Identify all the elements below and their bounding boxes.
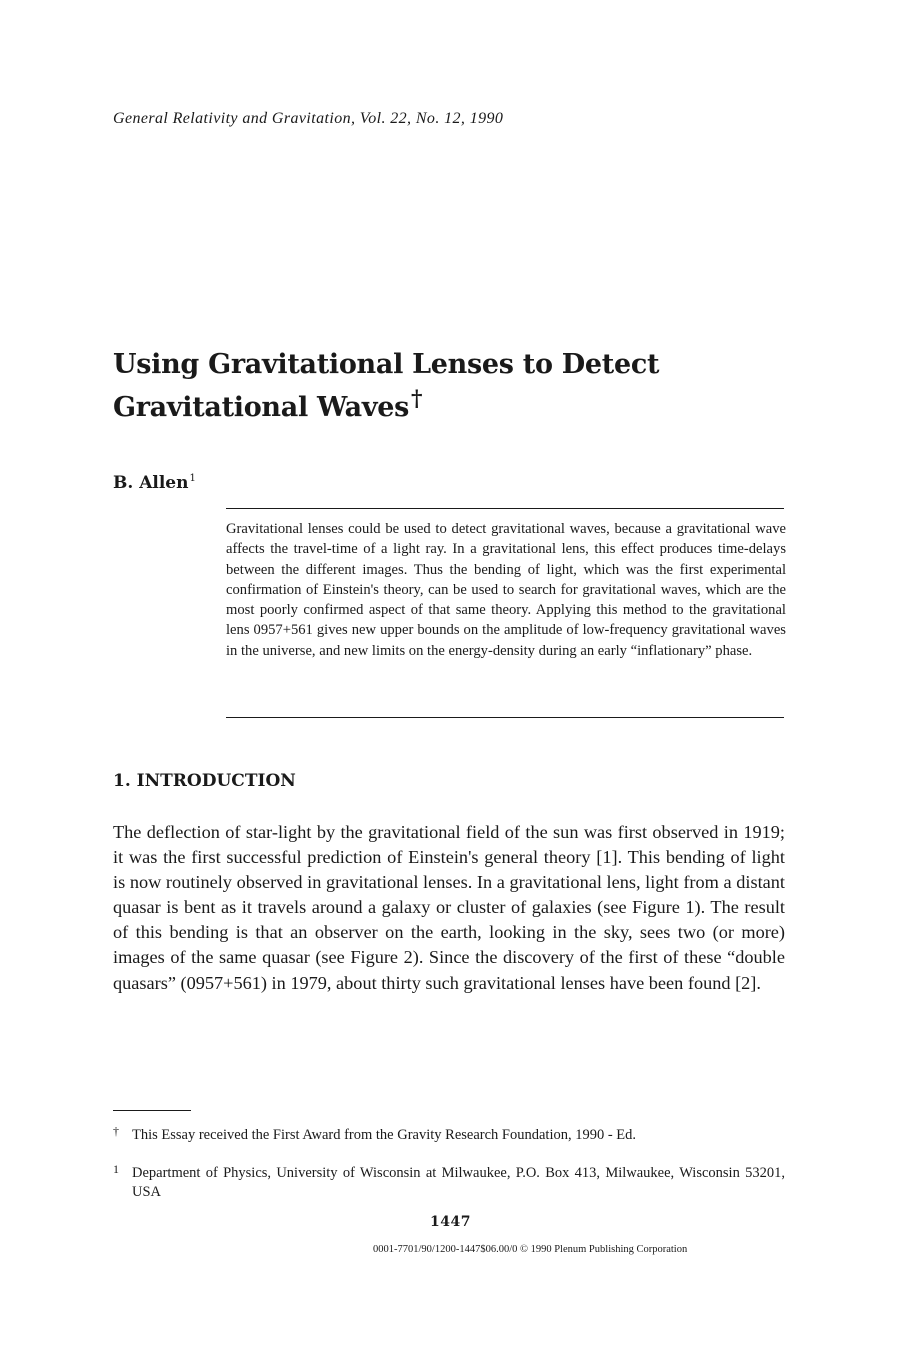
footnote-mark: †	[113, 1124, 119, 1138]
footnote-text: Department of Physics, University of Wisconsin at Milwaukee, P.O. Box 413, Milwaukee, Wisconsin 53201, USA	[132, 1165, 785, 1200]
author-affiliation-mark: 1	[189, 473, 196, 484]
section-heading: 1. INTRODUCTION	[113, 771, 296, 791]
article-title	[113, 347, 803, 425]
abstract-bottom-rule	[226, 717, 784, 718]
copyright-line: 0001-7701/90/1200-1447$06.00/0 © 1990 Plenum Publishing Corporation	[373, 1244, 688, 1255]
footnote-rule	[113, 1110, 191, 1111]
page-number: 1447	[430, 1214, 471, 1230]
author-line	[113, 473, 196, 493]
footnote-award	[113, 1126, 785, 1145]
title-footnote-mark: †	[411, 386, 423, 412]
introduction-paragraph: The deflection of star-light by the gravitational field of the sun was first observed in 1919; it was the first successful prediction of Einstein's general theory [1]. This bending of light is now routinely observed in gravitational lenses. In a gravitational lens, light from a distant quasar is bent as it travels around a galaxy or cluster of galaxies (see Figure 1). The result of this bending is that an observer on the earth, looking in the sky, sees two (or more) images of the same quasar (see Figure 2). Since the discovery of the first of these “double quasars” (0957+561) in 1979, about thirty such gravitational lenses have been found [2].	[113, 822, 785, 993]
abstract-top-rule	[226, 508, 784, 509]
footnote-text: This Essay received the First Award from the Gravity Research Foundation, 1990 - Ed.	[132, 1127, 637, 1143]
journal-citation: General Relativity and Gravitation, Vol. 22, No. 12, 1990	[113, 110, 504, 127]
article-title-text: Using Gravitational Lenses to Detect Gravitational Waves	[113, 349, 660, 423]
author-name: B. Allen	[113, 473, 189, 493]
footnote-affiliation	[113, 1164, 785, 1202]
abstract-text: Gravitational lenses could be used to detect gravitational waves, because a gravitational wave affects the travel-time of a light ray. In a gravitational lens, this effect produces time-delays between the different images. Thus the bending of light, which was the first experimental confirmation of Einstein's theory, can be used to search for gravitational waves, which are the most poorly confirmed aspect of that same theory. Applying this method to the gravitational lens 0957+561 gives new upper bounds on the amplitude of low-frequency gravitational waves in the universe, and new limits on the energy-density during an early “inflationary” phase.	[226, 521, 786, 659]
footnote-mark: 1	[113, 1162, 119, 1176]
